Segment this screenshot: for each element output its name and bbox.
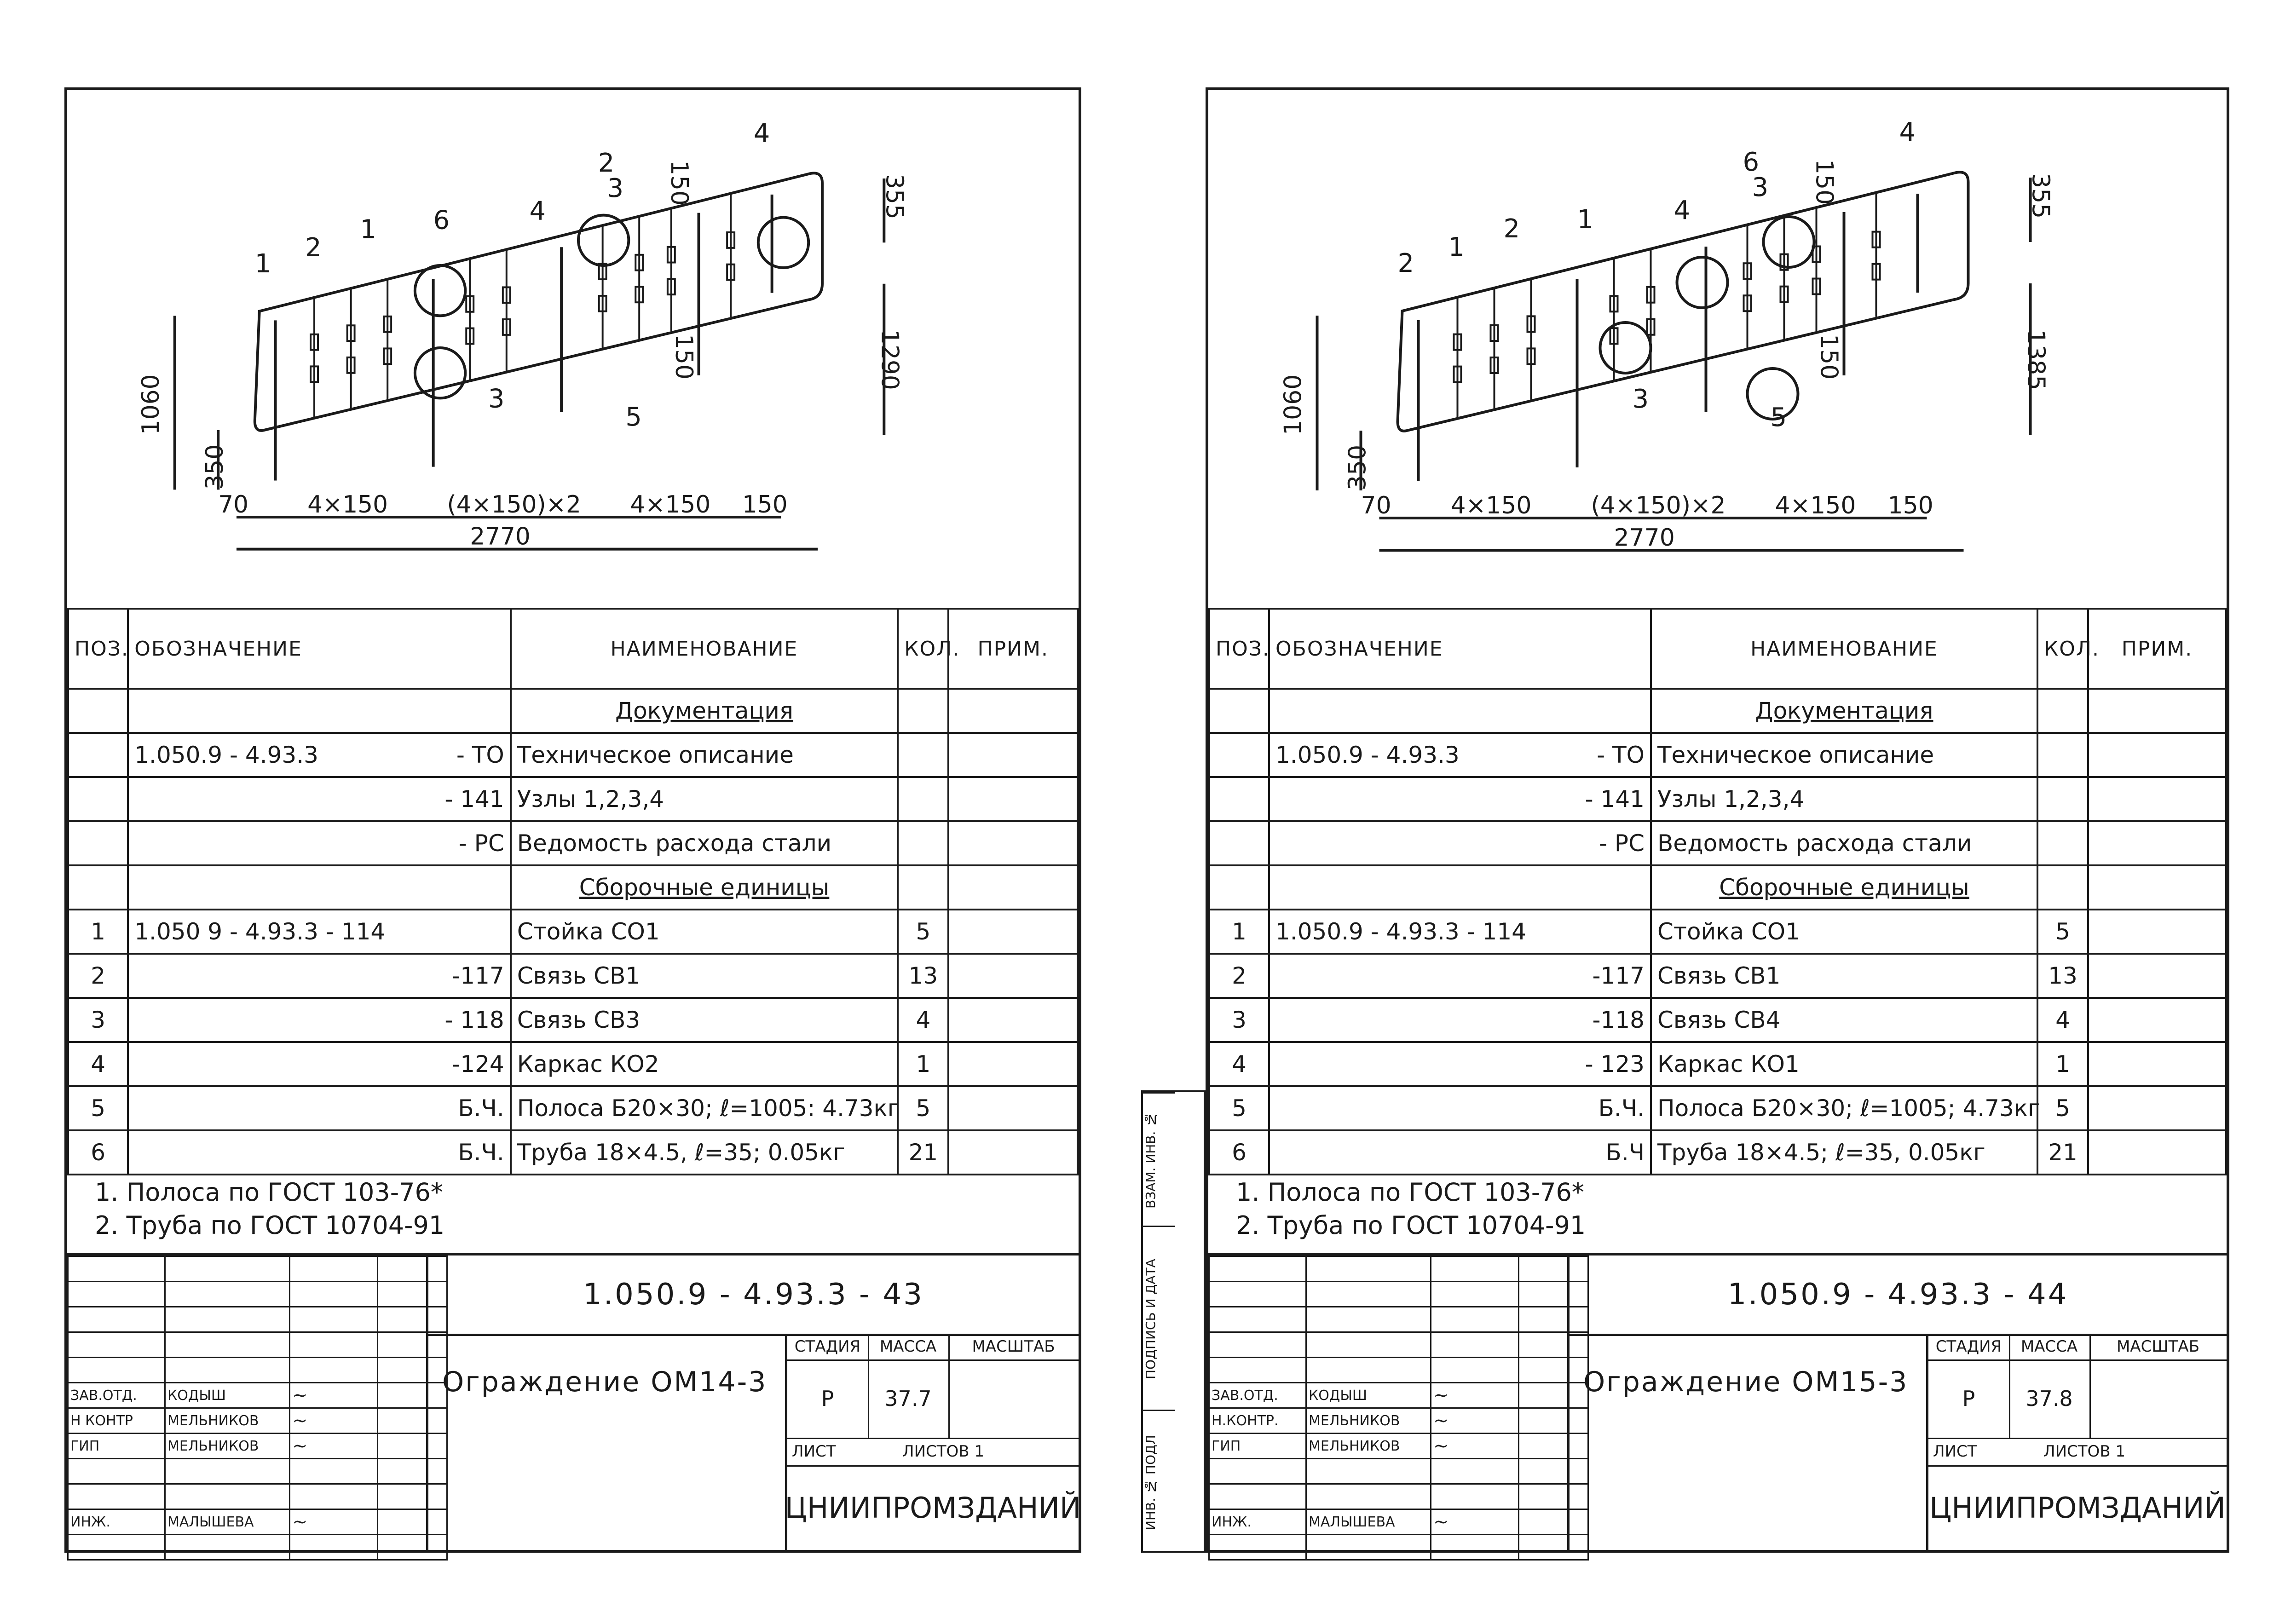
note-line: 1. Полоса по ГОСТ 103-76*	[1236, 1178, 1584, 1207]
position-callout: 5	[1770, 403, 1787, 432]
unit-name: Труба 18×4.5, ℓ=35; 0.05кг	[511, 1130, 898, 1175]
unit-qty: 5	[898, 1086, 948, 1130]
spec-section-row	[68, 689, 1078, 733]
signature-mark: ~	[1433, 1511, 1449, 1532]
railing-elevation	[67, 90, 1079, 610]
table-row	[1209, 821, 2226, 865]
sheets-label: ЛИСТОВ 1	[902, 1442, 985, 1461]
unit-name: Связь СВ1	[511, 954, 898, 998]
position-callout: 3	[607, 173, 624, 203]
specification-table	[67, 608, 1079, 1175]
doc-designation: - 141	[128, 777, 511, 821]
col-header-qty: КОЛ.	[898, 609, 948, 689]
signature-row	[1209, 1484, 1588, 1509]
unit-qty: 5	[898, 910, 948, 954]
sheet-label: ЛИСТ	[1933, 1442, 1977, 1461]
unit-designation: -124	[128, 1042, 511, 1086]
unit-designation: - 118	[128, 998, 511, 1042]
role-label: ГИП	[68, 1434, 165, 1459]
unit-pos: 6	[1209, 1130, 1269, 1175]
unit-pos: 1	[68, 910, 128, 954]
signature-row	[68, 1484, 447, 1509]
position-callout: 4	[1899, 117, 1916, 147]
title-block	[67, 1253, 1079, 1550]
signature-table	[1208, 1255, 1589, 1561]
section-title-docs: Документация	[511, 689, 898, 733]
scale-value	[2089, 1359, 2227, 1439]
dim-label: 350	[201, 444, 229, 490]
person-name: КОДЫШ	[165, 1383, 290, 1408]
table-row	[68, 910, 1078, 954]
person-name: МЕЛЬНИКОВ	[1306, 1408, 1431, 1434]
dim-label: 1385	[2022, 329, 2050, 391]
signature-mark: ~	[1433, 1435, 1449, 1457]
signature	[1431, 1408, 1519, 1434]
spec-section-row	[68, 865, 1078, 910]
dim-label: (4×150)×2	[1591, 492, 1726, 519]
note-line: 2. Труба по ГОСТ 10704-91	[1236, 1211, 1586, 1240]
dim-label: 355	[880, 174, 908, 219]
position-callout: 1	[360, 214, 376, 245]
position-callout: 2	[598, 148, 615, 179]
unit-designation: Б.Ч.	[128, 1086, 511, 1130]
mass-value: 37.7	[868, 1359, 950, 1439]
unit-pos: 5	[68, 1086, 128, 1130]
signature	[290, 1383, 378, 1408]
unit-name: Полоса Б20×30; ℓ=1005; 4.73кг	[1651, 1086, 2037, 1130]
role-label: ИНЖ.	[68, 1509, 165, 1535]
signature-row	[68, 1535, 447, 1560]
signature-row	[1209, 1282, 1588, 1307]
section-title-units: Сборочные единицы	[511, 865, 898, 910]
unit-designation: 1.050.9 - 4.93.3 - 114	[1269, 910, 1651, 954]
sheet-row	[787, 1438, 1079, 1467]
dim-label: 350	[1344, 444, 1372, 490]
signature-row	[1209, 1509, 1588, 1535]
table-row	[1209, 1042, 2226, 1086]
unit-designation: 1.050 9 - 4.93.3 - 114	[128, 910, 511, 954]
detail-circle	[415, 348, 465, 398]
doc-designation: - 141	[1269, 777, 1651, 821]
person-name: МАЛЫШЕВА	[165, 1509, 290, 1535]
drawing-sheet-left	[64, 87, 1081, 1553]
spec-section-row	[1209, 689, 2226, 733]
unit-pos: 4	[1209, 1042, 1269, 1086]
unit-name: Труба 18×4.5; ℓ=35, 0.05кг	[1651, 1130, 2037, 1175]
dim-label: 4×150	[1450, 492, 1532, 519]
document-title: Ограждение ОМ15-3	[1567, 1334, 1926, 1550]
dim-label: 150	[1887, 492, 1933, 519]
person-name: КОДЫШ	[1306, 1383, 1431, 1408]
unit-qty: 1	[898, 1042, 948, 1086]
spec-header-row	[1209, 609, 2226, 689]
unit-qty: 21	[2037, 1130, 2088, 1175]
section-title-docs: Документация	[1651, 689, 2037, 733]
position-callout: 3	[488, 384, 505, 414]
unit-pos: 6	[68, 1130, 128, 1175]
unit-qty: 5	[2037, 1086, 2088, 1130]
position-callout: 3	[1632, 384, 1649, 414]
detail-circle	[758, 218, 808, 268]
mass-value: 37.8	[2009, 1359, 2091, 1439]
position-callout: 1	[254, 248, 271, 279]
position-callout: 3	[1752, 173, 1769, 202]
position-callout: 2	[1503, 214, 1520, 244]
position-callout: 2	[1397, 248, 1414, 278]
notes	[1236, 1176, 1586, 1242]
dim-label: 4×150	[630, 491, 711, 519]
side-stamp-field: ПОДПИСЬ И ДАТА	[1143, 1226, 1175, 1411]
table-row	[68, 998, 1078, 1042]
dim-label: 150	[1810, 159, 1838, 205]
table-row	[68, 1086, 1078, 1130]
col-header-note: ПРИМ.	[2088, 609, 2226, 689]
role-label: ИНЖ.	[1209, 1509, 1306, 1535]
signature-row	[1209, 1307, 1588, 1332]
unit-designation: -117	[128, 954, 511, 998]
sheets-label: ЛИСТОВ 1	[2043, 1442, 2126, 1461]
signature-row	[1209, 1256, 1588, 1282]
table-row	[68, 821, 1078, 865]
mass-header: МАССА	[868, 1334, 950, 1361]
unit-designation: Б.Ч.	[1269, 1086, 1651, 1130]
position-callout: 4	[753, 118, 770, 149]
position-callout: 6	[1743, 147, 1760, 177]
dim-label: 4×150	[307, 491, 388, 519]
person-name: МЕЛЬНИКОВ	[1306, 1434, 1431, 1459]
sheet-row	[1928, 1438, 2227, 1467]
table-row	[68, 954, 1078, 998]
dim-label: 2770	[470, 523, 531, 551]
spec-section-row	[1209, 865, 2226, 910]
signature	[290, 1509, 378, 1535]
col-header-qty: КОЛ.	[2037, 609, 2088, 689]
stage-mass-scale	[1926, 1334, 2227, 1550]
railing-elevation	[1208, 90, 2227, 610]
signature-row	[68, 1459, 447, 1484]
signature-row	[68, 1282, 447, 1307]
specification-table	[1208, 608, 2227, 1175]
signature-mark: ~	[292, 1511, 308, 1532]
unit-qty: 13	[2037, 954, 2088, 998]
table-row	[1209, 1130, 2226, 1175]
mass-header: МАССА	[2009, 1334, 2091, 1361]
scale-value	[948, 1359, 1079, 1439]
signature-row	[68, 1408, 447, 1434]
stage-header: СТАДИЯ	[1928, 1334, 2010, 1361]
doc-designation: 1.050.9 - 4.93.3 - ТО	[128, 733, 511, 777]
position-callout: 4	[529, 196, 546, 226]
scale-header: МАСШТАБ	[948, 1334, 1079, 1361]
unit-designation: -118	[1269, 998, 1651, 1042]
col-header-note: ПРИМ.	[948, 609, 1078, 689]
signature-row	[1209, 1434, 1588, 1459]
signature-row	[68, 1358, 447, 1383]
signature-row	[1209, 1535, 1588, 1560]
col-header-pos: ПОЗ.	[68, 609, 128, 689]
unit-pos: 3	[1209, 998, 1269, 1042]
organization: ЦНИИПРОМЗДАНИЙ	[785, 1491, 1081, 1525]
table-row	[68, 733, 1078, 777]
position-callout: 6	[433, 205, 450, 236]
dim-label: 4×150	[1775, 492, 1856, 519]
spec-header-row	[68, 609, 1078, 689]
dim-label: 1060	[1279, 374, 1307, 435]
table-row	[1209, 1086, 2226, 1130]
table-row	[68, 1130, 1078, 1175]
table-row	[68, 1042, 1078, 1086]
unit-qty: 21	[898, 1130, 948, 1175]
unit-qty: 1	[2037, 1042, 2088, 1086]
notes	[95, 1176, 444, 1242]
signature-table	[67, 1255, 448, 1561]
stage-mass-scale	[785, 1334, 1079, 1550]
signature-row	[68, 1256, 447, 1282]
scale-header: МАСШТАБ	[2089, 1334, 2227, 1361]
table-row	[1209, 777, 2226, 821]
unit-pos: 1	[1209, 910, 1269, 954]
side-stamp-field: ВЗАМ. ИНВ. №	[1143, 1092, 1175, 1227]
unit-designation: Б.Ч	[1269, 1130, 1651, 1175]
detail-circle	[1677, 257, 1728, 308]
dim-label: 150	[742, 491, 788, 519]
position-callout: 5	[625, 402, 642, 432]
unit-designation: - 123	[1269, 1042, 1651, 1086]
detail-circle	[415, 265, 465, 316]
unit-name: Стойка СО1	[511, 910, 898, 954]
table-row	[1209, 733, 2226, 777]
stage-header: СТАДИЯ	[787, 1334, 869, 1361]
signature-row	[1209, 1408, 1588, 1434]
signature-row	[68, 1307, 447, 1332]
unit-name: Каркас КО1	[1651, 1042, 2037, 1086]
unit-name: Связь СВ4	[1651, 998, 2037, 1042]
dim-label: 1290	[876, 329, 904, 390]
signature	[1431, 1383, 1519, 1408]
table-row	[1209, 910, 2226, 954]
position-callout: 1	[1448, 232, 1465, 262]
document-code: 1.050.9 - 4.93.3 - 44	[1567, 1255, 2227, 1336]
organization: ЦНИИПРОМЗДАНИЙ	[1929, 1491, 2226, 1525]
signature	[1431, 1509, 1519, 1535]
unit-name: Стойка СО1	[1651, 910, 2037, 954]
railing-drawing	[1208, 90, 2227, 610]
doc-name: Ведомость расхода стали	[511, 821, 898, 865]
unit-pos: 2	[1209, 954, 1269, 998]
unit-pos: 5	[1209, 1086, 1269, 1130]
signature-row	[1209, 1459, 1588, 1484]
signature-row	[68, 1434, 447, 1459]
person-name: МЕЛЬНИКОВ	[165, 1408, 290, 1434]
side-stamp-field: ИНВ. № ПОДЛ	[1143, 1410, 1175, 1554]
position-callout: 1	[1577, 205, 1594, 235]
dim-label: 2770	[1614, 524, 1675, 552]
unit-pos: 2	[68, 954, 128, 998]
signature-row	[68, 1509, 447, 1535]
unit-name: Связь СВ3	[511, 998, 898, 1042]
unit-name: Связь СВ1	[1651, 954, 2037, 998]
col-header-designation: ОБОЗНАЧЕНИЕ	[1269, 609, 1651, 689]
doc-name: Узлы 1,2,3,4	[1651, 777, 2037, 821]
role-label: ГИП	[1209, 1434, 1306, 1459]
signature-mark: ~	[292, 1435, 308, 1457]
role-label: Н.КОНТР.	[1209, 1408, 1306, 1434]
unit-designation: Б.Ч.	[128, 1130, 511, 1175]
person-name: МАЛЫШЕВА	[1306, 1509, 1431, 1535]
document-title: Ограждение ОМ14-3	[426, 1334, 785, 1550]
doc-designation: - РС	[128, 821, 511, 865]
title-block	[1208, 1253, 2227, 1550]
doc-name: Техническое описание	[1651, 733, 2037, 777]
unit-pos: 3	[68, 998, 128, 1042]
signature-row	[1209, 1383, 1588, 1408]
signature	[290, 1434, 378, 1459]
stage-value: Р	[787, 1359, 869, 1439]
unit-name: Полоса Б20×30; ℓ=1005: 4.73кг	[511, 1086, 898, 1130]
dim-label: 150	[1815, 334, 1843, 380]
table-row	[1209, 998, 2226, 1042]
stage-value: Р	[1928, 1359, 2010, 1439]
col-header-designation: ОБОЗНАЧЕНИЕ	[128, 609, 511, 689]
role-label: ЗАВ.ОТД.	[68, 1383, 165, 1408]
role-label: ЗАВ.ОТД.	[1209, 1383, 1306, 1408]
dim-label: 1060	[137, 374, 165, 435]
dim-label: 150	[669, 334, 698, 380]
dim-label: 70	[218, 491, 249, 519]
col-header-name: НАИМЕНОВАНИЕ	[511, 609, 898, 689]
unit-pos: 4	[68, 1042, 128, 1086]
position-callout: 2	[305, 233, 322, 263]
unit-qty: 4	[898, 998, 948, 1042]
doc-name: Ведомость расхода стали	[1651, 821, 2037, 865]
role-label: Н КОНТР	[68, 1408, 165, 1434]
signature-mark: ~	[1433, 1410, 1449, 1431]
unit-qty: 5	[2037, 910, 2088, 954]
unit-qty: 4	[2037, 998, 2088, 1042]
signature	[290, 1408, 378, 1434]
signature	[1431, 1434, 1519, 1459]
table-row	[1209, 954, 2226, 998]
unit-designation: -117	[1269, 954, 1651, 998]
person-name: МЕЛЬНИКОВ	[165, 1434, 290, 1459]
col-header-pos: ПОЗ.	[1209, 609, 1269, 689]
dim-label: (4×150)×2	[447, 491, 581, 519]
dim-label: 150	[665, 160, 693, 206]
detail-circle	[1600, 322, 1651, 373]
signature-mark: ~	[292, 1385, 308, 1406]
drawing-sheet-right	[1206, 87, 2229, 1553]
signature-mark: ~	[292, 1410, 308, 1431]
col-header-name: НАИМЕНОВАНИЕ	[1651, 609, 2037, 689]
doc-designation: 1.050.9 - 4.93.3 - ТО	[1269, 733, 1651, 777]
doc-name: Техническое описание	[511, 733, 898, 777]
dim-label: 70	[1361, 492, 1391, 519]
side-stamp	[1141, 1090, 1206, 1553]
unit-qty: 13	[898, 954, 948, 998]
dim-label: 355	[2026, 173, 2054, 219]
position-callout: 4	[1674, 196, 1691, 225]
sheet-label: ЛИСТ	[792, 1442, 836, 1461]
section-title-units: Сборочные единицы	[1651, 865, 2037, 910]
doc-designation: - РС	[1269, 821, 1651, 865]
note-line: 2. Труба по ГОСТ 10704-91	[95, 1211, 445, 1240]
signature-row	[68, 1332, 447, 1358]
table-row	[68, 777, 1078, 821]
signature-row	[1209, 1332, 1588, 1358]
doc-name: Узлы 1,2,3,4	[511, 777, 898, 821]
document-code: 1.050.9 - 4.93.3 - 43	[426, 1255, 1079, 1336]
note-line: 1. Полоса по ГОСТ 103-76*	[95, 1178, 443, 1207]
signature-row	[68, 1383, 447, 1408]
unit-name: Каркас КО2	[511, 1042, 898, 1086]
signature-mark: ~	[1433, 1385, 1449, 1406]
signature-row	[1209, 1358, 1588, 1383]
railing-drawing	[67, 90, 1079, 610]
